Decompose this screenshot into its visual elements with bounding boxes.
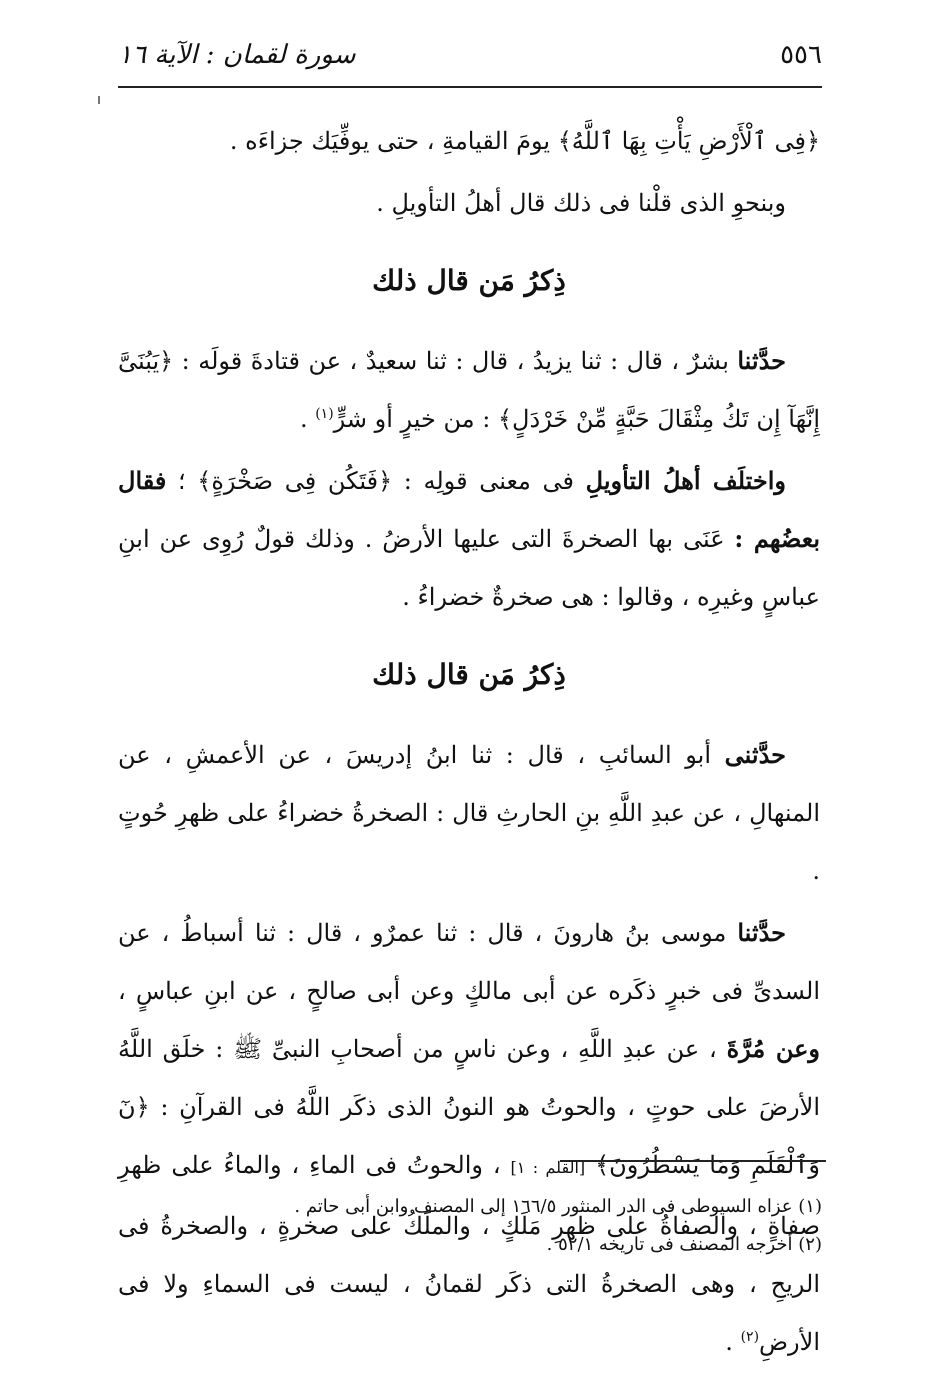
chain-lead: حدَّثنا: [737, 918, 786, 947]
quran-bracket-open: ﴿: [135, 1093, 150, 1121]
main-text: [118, 112, 820, 1375]
quran-bracket-open: ﴿: [378, 467, 393, 495]
quran-quote: نٓ وَٱلْقَلَمِ وَمَا يَسْطُرُونَ: [118, 1093, 820, 1179]
paragraph-4: [118, 452, 820, 626]
page-number: ٥٥٦: [780, 40, 822, 70]
paragraph-text: ، والحوتُ فى الماءِ ، والماءُ على ظهرِ صفاةٍ ، والصفاةُ على ظهرِ مَلَكٍ ، والملَكُ على صخرةٍ ، والصخرةُ فى الريحِ ، وهى الصخرةُ التى ذكَر لقمانُ ، ليست فى السماءِ ولا فى الأرضِ: [118, 1151, 820, 1356]
paragraph-3: [118, 332, 820, 448]
quran-quote: فَتَكُن فِى صَخْرَةٍ: [211, 467, 379, 495]
paragraph-2: وبنحوِ الذى قلْنا فى ذلك قال أهلُ التأويلِ .: [376, 189, 786, 217]
header-rule: [118, 86, 822, 88]
quran-bracket-open: ﴿: [805, 127, 820, 155]
paragraph-text: فى معنى قولِه :: [392, 467, 586, 495]
paragraph-5: [118, 726, 820, 900]
section-heading: ذِكرُ مَن قال ذلك: [372, 658, 566, 691]
running-title: سورة لقمان : الآية ١٦: [118, 40, 356, 70]
quran-quote: فِى ٱلْأَرْضِ يَأْتِ بِهَا ٱللَّهُ: [571, 127, 806, 155]
paragraph-text: بشرٌ ، قال : ثنا يزيدُ ، قال : ثنا سعيدٌ ، عن قتادةَ قولَه :: [173, 347, 738, 375]
paragraph-end: .: [299, 405, 316, 433]
paragraph-text: : من خيرٍ أو شرٍّ: [333, 405, 498, 433]
footnote-marker: (١): [315, 406, 334, 422]
footnote-rule: [560, 1160, 826, 1162]
quran-bracket-open: ﴿: [159, 347, 174, 375]
running-header: [118, 30, 822, 88]
quran-quote: يَبُنَىَّ إِنَّهَآ إِن تَكُ مِثْقَالَ حَبَّةٍ مِّنْ خَرْدَلٍ: [118, 347, 820, 433]
paragraph-1: [118, 112, 820, 170]
chain-lead: حدَّثنا: [737, 346, 786, 375]
quran-bracket-close: ﴾: [557, 127, 572, 155]
paragraph-end: .: [725, 1328, 741, 1356]
footnotes: [118, 1188, 822, 1264]
bold-lead: واختلَف أهلُ التأويلِ: [585, 466, 786, 495]
quran-bracket-close: ﴾: [595, 1151, 610, 1179]
paragraph-text: ، عن عبدِ اللَّهِ ، وعن ناسٍ من أصحابِ النبىِّ ﷺ : خلَق اللَّهُ الأرضَ على حوتٍ ، والحوتُ هو النونُ الذى ذكَر اللَّهُ فى القرآنِ :: [118, 1035, 820, 1121]
paragraph-text: يومَ القيامةِ ، حتى يوفِّيَك جزاءَه .: [229, 127, 558, 155]
paragraph-6: [118, 904, 820, 1371]
footnote-marker: (٢): [740, 1329, 760, 1345]
bold-phrase: فقال بعضُهم :: [118, 466, 821, 553]
surah-reference: [القلم : ١]: [510, 1158, 586, 1177]
chain-lead: حدَّثنى: [724, 740, 786, 769]
paragraph-text: أبو السائبِ ، قال : ثنا ابنُ إدريسَ ، عن الأعمشِ ، عن المنهالِ ، عن عبدِ اللَّهِ بنِ الحارثِ قال : الصخرةُ خضراءُ على ظهرِ حُوتٍ .: [118, 741, 820, 885]
quran-bracket-close: ﴾: [197, 467, 212, 495]
footnote-2: (٢) أخرجه المصنف فى تاريخه ٥٢/١ .: [546, 1234, 822, 1255]
bold-phrase: وعن مُرَّةَ: [726, 1034, 821, 1063]
paragraph-text: عَنَى بها الصخرةَ التى عليها الأرضُ . وذلك قولٌ رُوِى عن ابنِ عباسٍ وغيرِه ، وقالوا : هى صخرةٌ خضراءُ .: [118, 525, 820, 611]
margin-mark: [98, 96, 100, 104]
paragraph-text: ؛: [166, 467, 198, 495]
footnote-1: (١) عزاه السيوطى فى الدر المنثور ١٦٦/٥ إلى المصنف وابن أبى حاتم .: [294, 1196, 822, 1217]
paragraph-text: موسى بنُ هارونَ ، قال : ثنا عمرٌو ، قال : ثنا أسباطُ ، عن السدىِّ فى خبرٍ ذكَره عن أبى مالكٍ وعن أبى صالحٍ ، عن ابنِ عباسٍ ،: [118, 919, 820, 1005]
quran-bracket-close: ﴾: [497, 405, 513, 433]
section-heading: ذِكرُ مَن قال ذلك: [372, 264, 566, 297]
